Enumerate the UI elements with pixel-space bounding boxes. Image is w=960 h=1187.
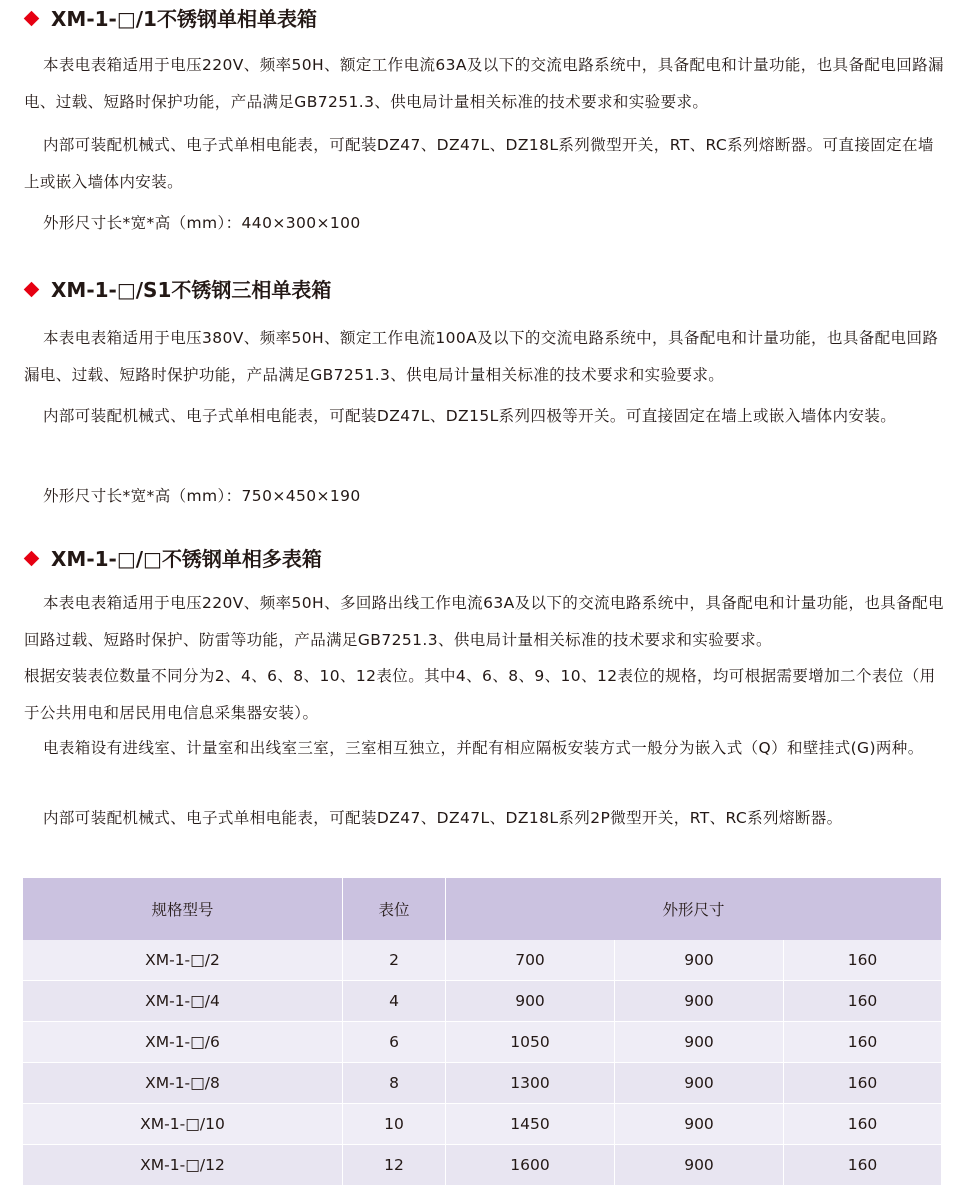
section-2-dimensions: 外形尺寸长*宽*高（mm）：750×450×190 <box>43 487 361 505</box>
section-2-heading <box>26 275 331 305</box>
table-row <box>23 981 941 1022</box>
cell-width: 900 <box>615 940 784 981</box>
cell-positions: 2 <box>343 940 446 981</box>
header-model: 规格型号 <box>23 878 343 940</box>
cell-length: 1450 <box>446 1104 615 1145</box>
cell-width: 900 <box>615 981 784 1022</box>
header-meter-positions: 表位 <box>343 878 446 940</box>
cell-width: 900 <box>615 1104 784 1145</box>
section-2-paragraph-2: 内部可装配机械式、电子式单相电能表，可配装DZ47L、DZ15L系列四极等开关。可直接固定在墙上或嵌入墙体内安装。 <box>43 407 897 425</box>
cell-height: 160 <box>784 1022 942 1063</box>
cell-model: XM-1-□/8 <box>23 1063 343 1104</box>
header-dimensions: 外形尺寸 <box>446 878 942 940</box>
section-3-paragraph-3: 电表箱设有进线室、计量室和出线室三室，三室相互独立，并配有相应隔板安装方式一般分为嵌入式（Q）和壁挂式(G)两种。 <box>43 739 924 757</box>
section-1-heading <box>26 4 317 34</box>
section-1-paragraph-1: 本表电表箱适用于电压220V、频率50H、额定工作电流63A及以下的交流电路系统中，具备配电和计量功能，也具备配电回路漏电、过载、短路时保护功能，产品满足GB7251.3、供电局计量相关标准的技术要求和实验要求。 <box>24 56 944 111</box>
section-3-paragraph-2: 根据安装表位数量不同分为2、4、6、8、10、12表位。其中4、6、8、9、10、12表位的规格，均可根据需要增加二个表位（用于公共用电和居民用电信息采集器安装）。 <box>24 667 936 722</box>
table-row <box>23 1104 941 1145</box>
cell-height: 160 <box>784 1063 942 1104</box>
section-3-heading <box>26 544 322 574</box>
table-row <box>23 1063 941 1104</box>
cell-positions: 4 <box>343 981 446 1022</box>
cell-length: 1050 <box>446 1022 615 1063</box>
cell-length: 1300 <box>446 1063 615 1104</box>
cell-model: XM-1-□/2 <box>23 940 343 981</box>
section-3-title: XM-1-□/□不锈钢单相多表箱 <box>51 547 322 571</box>
cell-positions: 8 <box>343 1063 446 1104</box>
cell-model: XM-1-□/6 <box>23 1022 343 1063</box>
cell-length: 1600 <box>446 1145 615 1186</box>
cell-width: 900 <box>615 1145 784 1186</box>
cell-model: XM-1-□/10 <box>23 1104 343 1145</box>
cell-width: 900 <box>615 1063 784 1104</box>
cell-width: 900 <box>615 1022 784 1063</box>
diamond-bullet-icon <box>24 11 40 27</box>
section-2-paragraph-1: 本表电表箱适用于电压380V、频率50H、额定工作电流100A及以下的交流电路系统中，具备配电和计量功能，也具备配电回路漏电、过载、短路时保护功能，产品满足GB7251.3、供电局计量相关标准的技术要求和实验要求。 <box>24 329 939 384</box>
cell-length: 900 <box>446 981 615 1022</box>
cell-model: XM-1-□/4 <box>23 981 343 1022</box>
cell-height: 160 <box>784 981 942 1022</box>
table-row <box>23 1145 941 1186</box>
section-3-paragraph-1: 本表电表箱适用于电压220V、频率50H、多回路出线工作电流63A及以下的交流电路系统中，具备配电和计量功能，也具备配电回路过载、短路时保护、防雷等功能，产品满足GB7251.3、供电局计量相关标准的技术要求和实验要求。 <box>24 594 944 649</box>
section-1-title: XM-1-□/1不锈钢单相单表箱 <box>51 7 317 31</box>
section-3-paragraph-4: 内部可装配机械式、电子式单相电能表，可配装DZ47、DZ47L、DZ18L系列2P微型开关，RT、RC系列熔断器。 <box>43 809 843 827</box>
cell-height: 160 <box>784 1145 942 1186</box>
table-header-row <box>23 878 941 940</box>
spec-table <box>23 878 941 1186</box>
cell-height: 160 <box>784 940 942 981</box>
diamond-bullet-icon <box>24 282 40 298</box>
cell-positions: 6 <box>343 1022 446 1063</box>
table-row <box>23 1022 941 1063</box>
cell-height: 160 <box>784 1104 942 1145</box>
cell-positions: 10 <box>343 1104 446 1145</box>
table-row <box>23 940 941 981</box>
diamond-bullet-icon <box>24 551 40 567</box>
cell-length: 700 <box>446 940 615 981</box>
section-2-title: XM-1-□/S1不锈钢三相单表箱 <box>51 278 332 302</box>
section-1-dimensions: 外形尺寸长*宽*高（mm）：440×300×100 <box>43 214 361 232</box>
cell-model: XM-1-□/12 <box>23 1145 343 1186</box>
cell-positions: 12 <box>343 1145 446 1186</box>
section-1-paragraph-2: 内部可装配机械式、电子式单相电能表，可配装DZ47、DZ47L、DZ18L系列微型开关，RT、RC系列熔断器。可直接固定在墙上或嵌入墙体内安装。 <box>24 136 934 191</box>
